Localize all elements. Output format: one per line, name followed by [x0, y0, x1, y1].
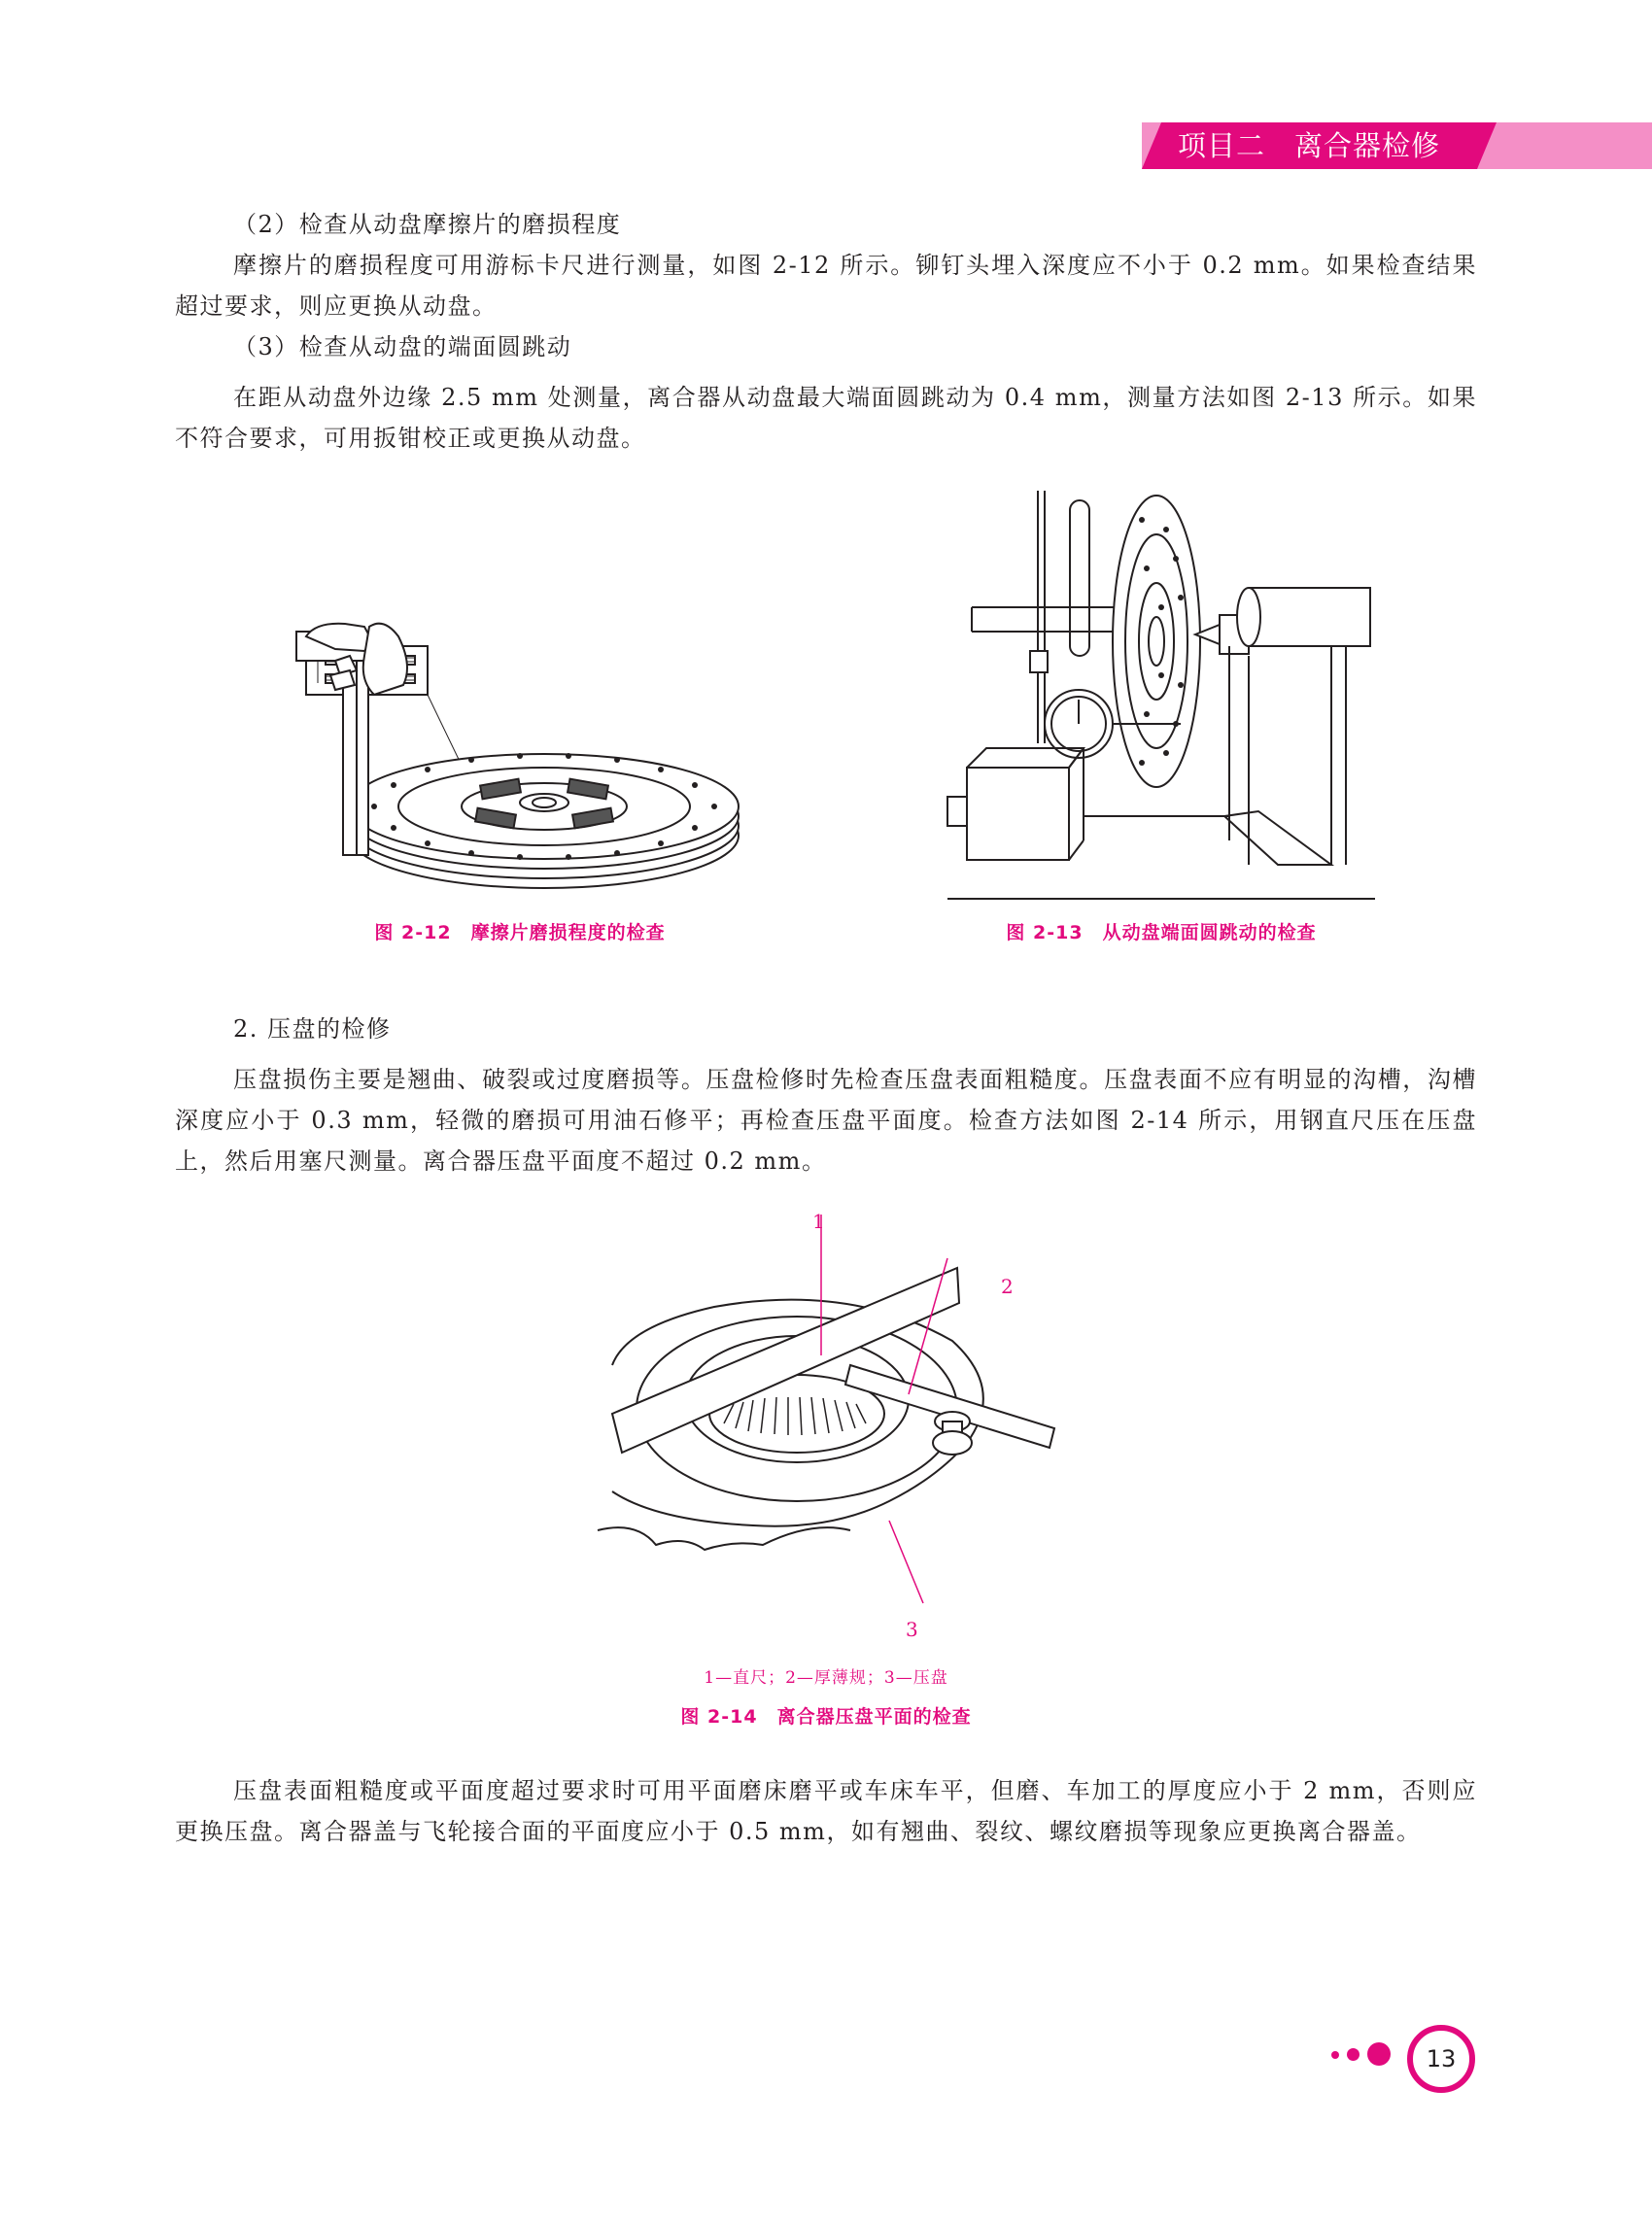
figure-2-14-label-1: 1 — [812, 1210, 825, 1233]
page-dot-large — [1367, 2042, 1391, 2066]
figure-2-14-caption: 图 2-14 离合器压盘平面的检查 — [680, 1706, 972, 1728]
subheading-runout: （3）检查从动盘的端面圆跳动 — [233, 333, 572, 360]
chapter-title: 项目二 离合器检修 — [1178, 129, 1441, 162]
figure-2-14-label-2: 2 — [1001, 1275, 1014, 1298]
paragraph-pressure-plate: 压盘损伤主要是翘曲、破裂或过度磨损等。压盘检修时先检查压盘表面粗糙度。压盘表面不应有明显的沟槽，沟槽深度应小于 0.3 mm，轻微的磨损可用油石修平；再检查压盘平面度。检查方法如图 2-14 所示，用钢直尺压在压盘上，然后用塞尺测量。离合器压盘平面度不超过 0.2 mm。 — [175, 1066, 1477, 1175]
subheading-friction-wear: （2）检查从动盘摩擦片的磨损程度 — [233, 211, 622, 238]
paragraph-resurfacing: 压盘表面粗糙度或平面度超过要求时可用平面磨床磨平或车床车平，但磨、车加工的厚度应小于 2 mm，否则应更换压盘。离合器盖与飞轮接合面的平面度应小于 0.5 mm，如有翘曲、裂纹、螺纹磨损等现象应更换离合器盖。 — [175, 1777, 1477, 1845]
figure-2-14-flatness-check — [598, 1210, 1059, 1642]
page-dot-small — [1331, 2051, 1339, 2059]
figure-2-13-caption: 图 2-13 从动盘端面圆跳动的检查 — [1006, 922, 1317, 943]
paragraph-runout: 在距从动盘外边缘 2.5 mm 处测量，离合器从动盘最大端面圆跳动为 0.4 mm，测量方法如图 2-13 所示。如果不符合要求，可用扳钳校正或更换从动盘。 — [175, 384, 1477, 452]
figure-2-12-caption: 图 2-12 摩擦片磨损程度的检查 — [374, 922, 666, 943]
figure-2-14-legend: 1—直尺；2—厚薄规；3—压盘 — [704, 1668, 948, 1688]
figure-2-14-label-3: 3 — [906, 1618, 918, 1641]
page-dot-medium — [1347, 2048, 1359, 2061]
section-heading-pressure-plate: 2. 压盘的检修 — [233, 1015, 392, 1043]
page-number: 13 — [1407, 2025, 1475, 2093]
paragraph-friction-wear: 摩擦片的磨损程度可用游标卡尺进行测量，如图 2-12 所示。铆钉头埋入深度应不小于 0.2 mm。如果检查结果超过要求，则应更换从动盘。 — [175, 252, 1477, 320]
figure-2-12-caliper-measurement — [296, 612, 753, 894]
figure-2-13-runout-check — [947, 491, 1375, 899]
